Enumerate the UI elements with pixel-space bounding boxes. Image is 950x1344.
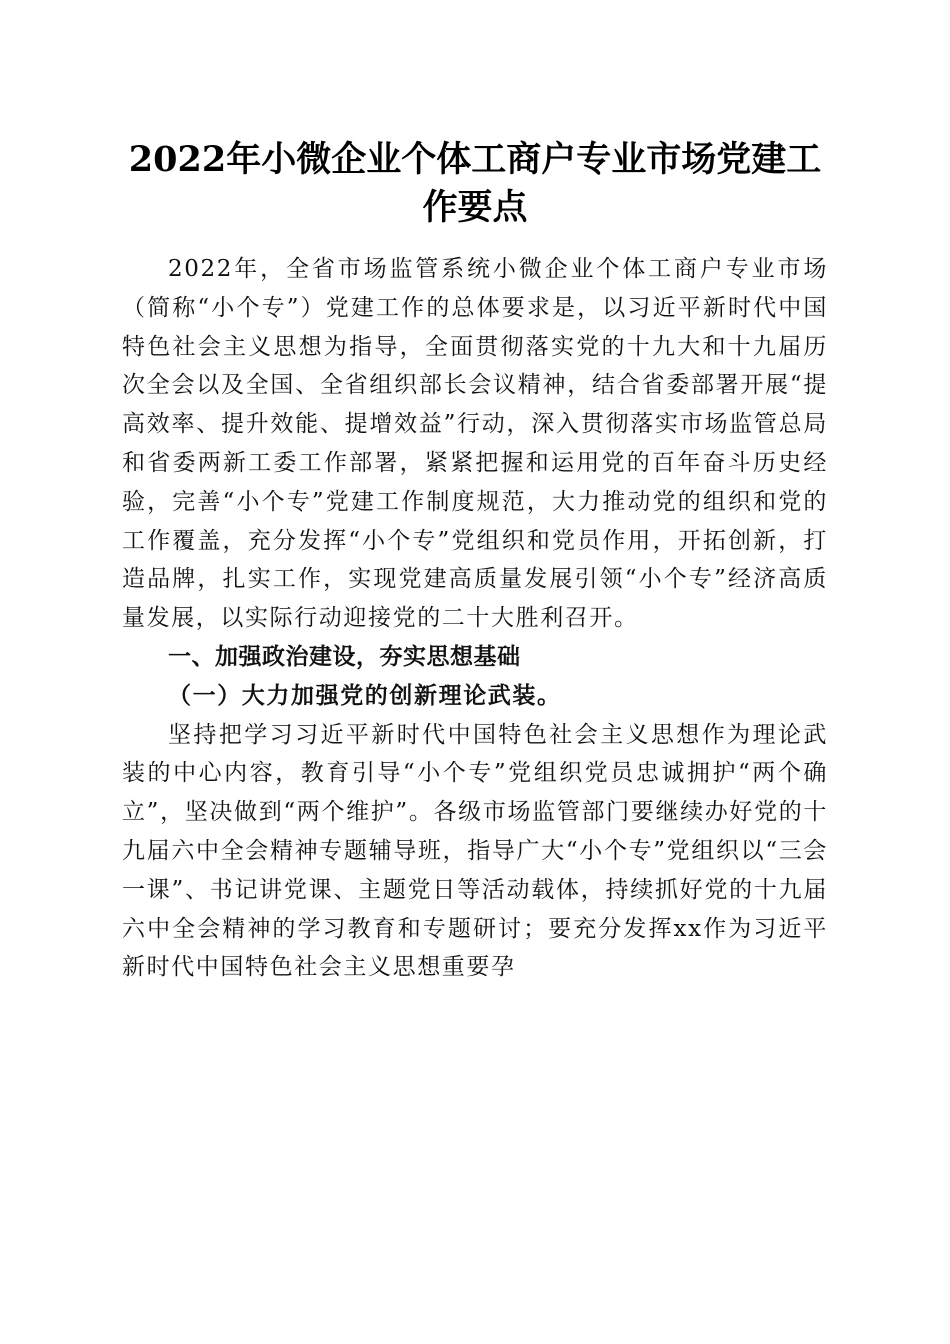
subsection-paragraph: 坚持把学习习近平新时代中国特色社会主义思想作为理论武装的中心内容，教育引导“小个专”党组织党员忠诚拥护“两个确立”，坚决做到“两个维护”。各级市场监管部门要继续办好党的十九届六中全会精神专题辅导班，指导广大“小个专”党组织以“三会一课”、书记讲党课、主题党日等活动载体，持续抓好党的十九届六中全会精神的学习教育和专题研讨；要充分发挥xx作为习近平新时代中国特色社会主义思想重要孕 <box>122 721 828 981</box>
document-title: 2022年小微企业个体工商户专业市场党建工作要点 <box>128 139 822 228</box>
section-heading: 一、加强政治建设，夯实思想基础 <box>168 643 521 670</box>
subsection-heading: （一）大力加强党的创新理论武装。 <box>168 681 562 709</box>
document-body <box>122 250 828 987</box>
intro-paragraph: 2022年，全省市场监管系统小微企业个体工商户专业市场（简称“小个专”）党建工作的总体要求是，以习近平新时代中国特色社会主义思想为指导，全面贯彻落实党的十九大和十九届历次全会以及全国、全省组织部长会议精神，结合省委部署开展“提高效率、提升效能、提增效益”行动，深入贯彻落实市场监管总局和省委两新工委工作部署，紧紧把握和运用党的百年奋斗历史经验，完善“小个专”党建工作制度规范，大力推动党的组织和党的工作覆盖，充分发挥“小个专”党组织和党员作用，开拓创新，打造品牌，扎实工作，实现党建高质量发展引领“小个专”经济高质量发展，以实际行动迎接党的二十大胜利召开。 <box>122 256 828 632</box>
